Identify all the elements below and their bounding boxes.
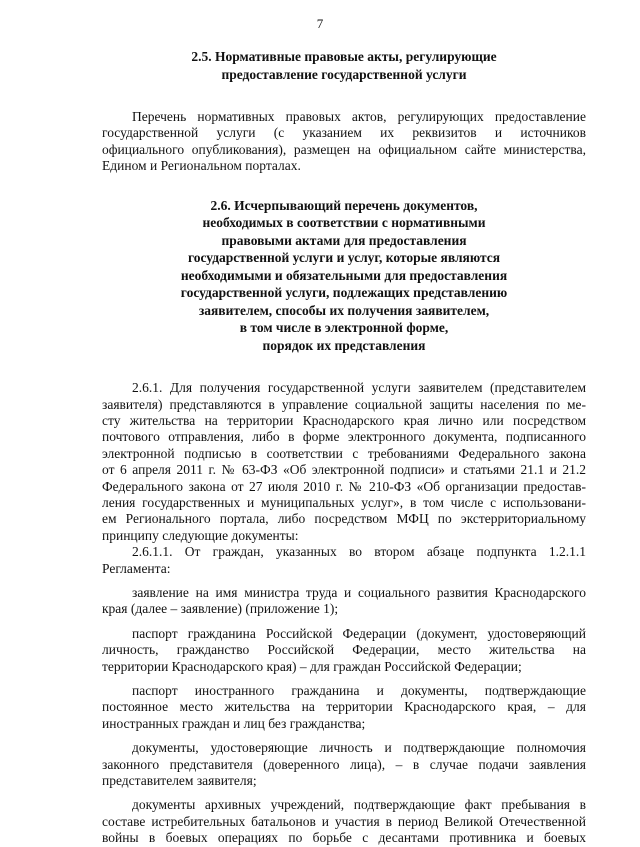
text-line: паспорт гражданина Российской Федерации (документ, удостоверяющий — [132, 625, 586, 641]
text-line: постоянное место жительства на территории Краснодарского края, – для — [102, 699, 586, 715]
text-line: от 6 апреля 2011 г. № 63-ФЗ «Об электронной подписи» и статьями 21.1 и 21.2 — [102, 462, 586, 478]
text-line: почтового отправления, либо в форме электронного документа, подписанного — [102, 429, 586, 445]
text-line: иностранных граждан и лиц без гражданства; — [102, 715, 366, 731]
text-line: государственной услуги (с указанием их реквизитов и источников — [102, 125, 586, 141]
text-line: документы, удостоверяющие личность и подтверждающие полномочия — [132, 740, 586, 756]
heading-line: предоставление государственной услуги — [221, 66, 467, 82]
text-line: 2.6.1.1. От граждан, указанных во втором абзаце подпункта 1.2.1.1 — [132, 544, 586, 560]
heading-line: 2.6. Исчерпывающий перечень документов, — [210, 197, 478, 213]
text-line: края (далее – заявление) (приложение 1); — [102, 601, 339, 617]
text-line: Едином и Региональном порталах. — [102, 158, 301, 174]
page-content — [102, 48, 586, 847]
heading-line: в том числе в электронной форме, — [239, 320, 449, 336]
text-line: сту жительства на территории Краснодарского края лично или посредством — [102, 412, 586, 428]
text-line: законного представителя (доверенного лица), – в случае подачи заявления — [102, 756, 586, 772]
paragraph-representative — [102, 740, 586, 789]
text-line: ления государственных и муниципальных услуг», в том числе с использовани- — [102, 494, 586, 510]
section-2-6-heading — [102, 197, 586, 355]
text-line: личность, гражданство Российской Федерации, место жительства на — [102, 642, 586, 658]
text-line: документы архивных учреждений, подтверждающие факт пребывания в — [132, 797, 586, 813]
text-line: Перечень нормативных правовых актов, регулирующих предоставление — [132, 109, 586, 124]
heading-line: государственной услуги, подлежащих представлению — [180, 285, 508, 301]
text-line: 2.6.1. Для получения государственной услуги заявителем (представителем — [132, 380, 586, 396]
text-line: территории Краснодарского края) – для граждан Российской Федерации; — [102, 658, 522, 674]
heading-line: необходимыми и обязательными для предоставления — [180, 267, 508, 283]
text-line: электронной подписью в соответствии с требованиями Федерального закона — [102, 445, 586, 461]
heading-line: порядок их представления — [262, 337, 426, 353]
text-line: Федерального закона от 27 июля 2010 г. № 210-ФЗ «Об организации предостав- — [102, 478, 586, 494]
paragraph-2-6-1-1 — [102, 544, 586, 577]
heading-line: необходимых в соответствии с нормативными — [202, 215, 486, 231]
text-line: ем Регионального портала, либо посредством МФЦ по экстерриториальному — [102, 511, 586, 527]
text-line: паспорт иностранного гражданина и документы, подтверждающие — [132, 683, 586, 699]
text-line: Регламента: — [102, 560, 171, 576]
heading-line: государственной услуги и услуг, которые являются — [187, 250, 501, 266]
text-line: принципу следующие документы: — [102, 527, 299, 543]
text-line: официального опубликования), размещен на официальном сайте министерства, — [102, 141, 586, 157]
paragraph-archive — [102, 797, 586, 846]
heading-line: правовыми актами для предоставления — [221, 232, 467, 248]
text-line: составе истребительных батальонов и участия в период Великой Отечественной — [102, 813, 586, 829]
section-2-5-paragraph — [102, 109, 586, 175]
text-line: войны в боевых операциях по борьбе с десантами противника и боевых — [102, 830, 586, 846]
text-line: представителем заявителя; — [102, 773, 257, 789]
heading-line: заявителем, способы их получения заявителем, — [198, 302, 490, 318]
section-2-5-heading — [102, 48, 586, 83]
text-line: заявителя) представляются в управление социальной защиты населения по ме- — [102, 396, 586, 412]
paragraph-application — [102, 585, 586, 618]
paragraph-passport-foreign — [102, 683, 586, 732]
text-line: заявление на имя министра труда и социального развития Краснодарского — [132, 585, 586, 600]
heading-line: 2.5. Нормативные правовые акты, регулирующие — [191, 49, 497, 64]
page-number: 7 — [316, 16, 324, 31]
paragraph-2-6-1 — [102, 380, 586, 544]
paragraph-passport-rf — [102, 626, 586, 675]
